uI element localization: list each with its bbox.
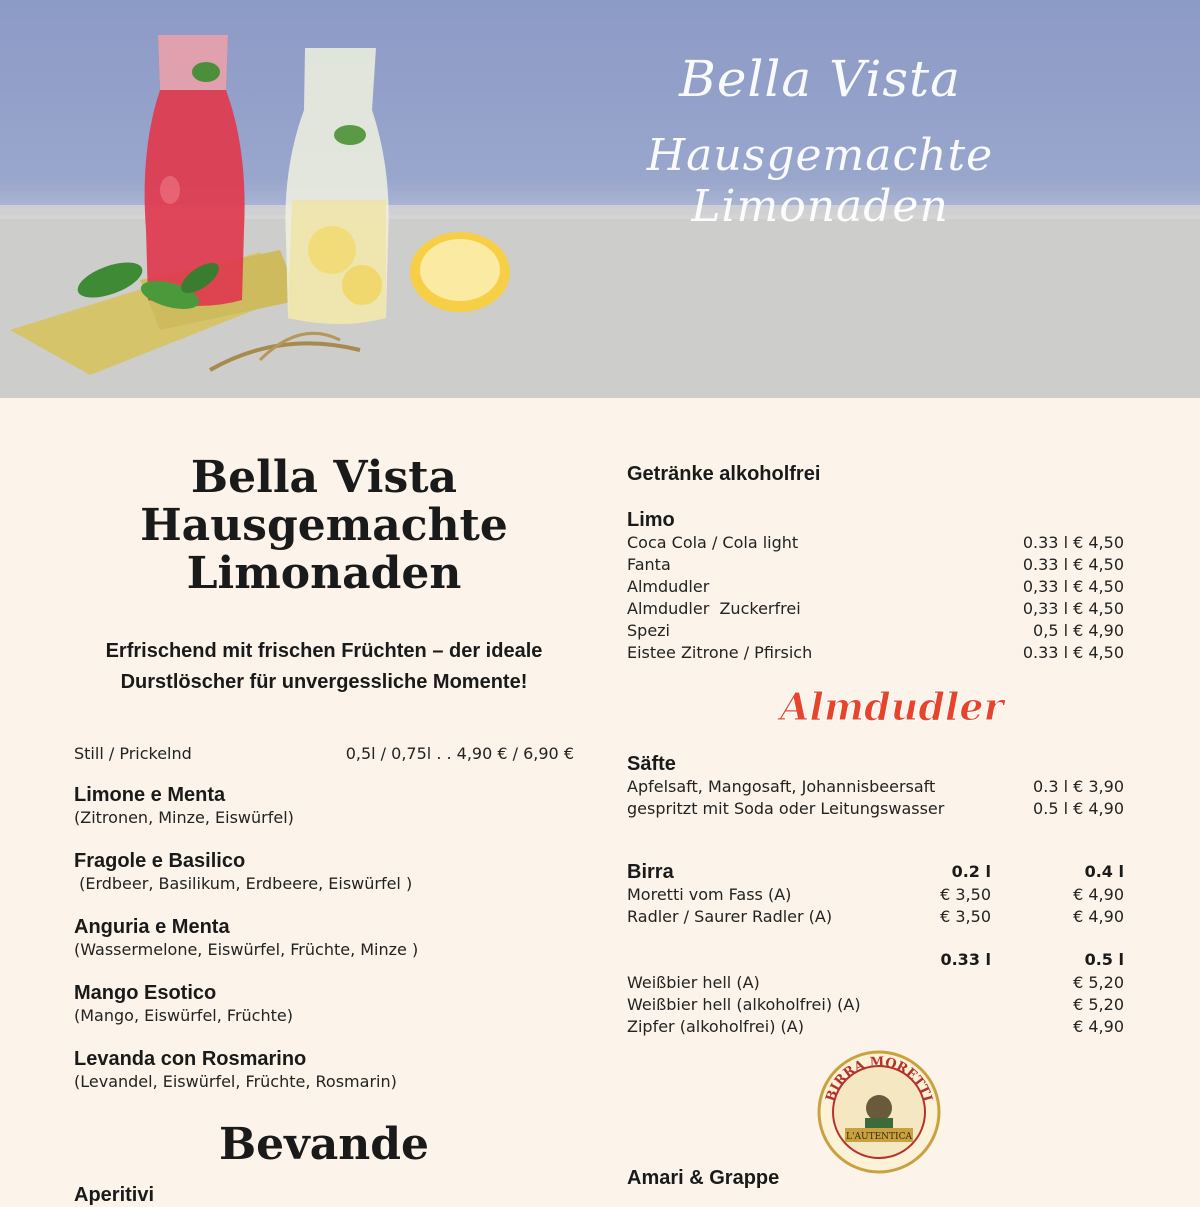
hero-script-title: Bella Vista [679,50,961,108]
page-title [74,454,574,598]
item-price: € 4,90 [1073,1017,1124,1036]
birra-group [627,860,1124,1038]
item-name: Almdudler Zuckerfrei [627,599,801,618]
item-price: 0.33 l € 4,50 [1022,533,1124,552]
item-name: Almdudler [627,577,710,596]
menu-row [627,554,1124,576]
drink-name: Anguria e Menta [74,916,230,938]
drink-item [74,981,574,1027]
moretti-banner-text: L'AUTENTICA [846,1132,912,1142]
drink-item [74,849,574,895]
title-line: Hausgemachte [140,500,508,551]
birra-header [627,860,1124,884]
item-price: 0,5 l € 4,90 [1033,621,1124,640]
menu-row [627,576,1124,598]
item-price: € 3,50 [940,907,991,926]
size-column: 0.2 l [951,862,991,881]
menu-row [627,598,1124,620]
item-name: Zipfer (alkoholfrei) (A) [627,1017,804,1036]
menu-row [627,884,1124,906]
item-name: Apfelsaft, Mangosaft, Johannisbeersaft [627,777,936,796]
saefte-heading: Säfte [627,753,676,775]
drinks-section [627,462,1124,1038]
price-label: Still / Prickelnd [74,744,192,763]
menu-row [627,994,1124,1016]
item-price [881,1016,991,1038]
drink-name: Mango Esotico [74,982,217,1004]
tagline-line: Durstlöscher für unvergessliche Momente! [120,671,528,693]
item-price: € 4,90 [1073,907,1124,926]
item-name: Weißbier hell (alkoholfrei) (A) [627,995,861,1014]
drink-description: (Levandel, Eiswürfel, Früchte, Rosmarin) [74,1072,397,1091]
moretti-logo-text: BIRRA MORETTI [823,1054,935,1104]
drink-name: Levanda con Rosmarino [74,1048,307,1070]
birra-moretti-logo [817,1050,941,1174]
aperitivi-heading: Aperitivi [74,1184,155,1206]
drink-description: (Wassermelone, Eiswürfel, Früchte, Minze ) [74,940,419,959]
lemonade-section [74,440,574,1207]
almdudler-logo [776,680,1004,732]
bevande-heading: Bevande [218,1119,429,1170]
limo-group [627,508,1124,664]
menu-row [627,1016,1124,1038]
price-value: 0,5l / 0,75l . . 4,90 € / 6,90 € [345,744,574,763]
menu-row [627,642,1124,664]
menu-row [627,798,1124,820]
drink-description: (Mango, Eiswürfel, Früchte) [74,1006,293,1025]
item-price [881,972,991,994]
item-price: 0.3 l € 3,90 [1033,777,1124,796]
menu-row [627,906,1124,928]
hero-script-subtitle: Hausgemachte Limonaden [646,130,994,232]
tagline [74,636,574,698]
item-price: 0.33 l € 4,50 [1022,555,1124,574]
drink-name: Limone e Menta [74,784,226,806]
section-heading: Getränke alkoholfrei [627,463,821,485]
menu-row [627,532,1124,554]
almdudler-logo-text: Almdudler [780,684,1004,729]
drink-item [74,915,574,961]
drink-description: (Zitronen, Minze, Eiswürfel) [74,808,294,827]
item-name: Radler / Saurer Radler (A) [627,907,833,926]
menu-row [627,776,1124,798]
saefte-group [627,752,1124,820]
size-column: 0.33 l [940,950,991,969]
item-name: Spezi [627,621,670,640]
item-price: 0.5 l € 4,90 [1033,799,1124,818]
lemonade-price-row [74,744,574,763]
item-price: € 5,20 [1073,995,1124,1014]
item-name: Coca Cola / Cola light [627,533,799,552]
item-price: € 5,20 [1073,973,1124,992]
item-price: 0,33 l € 4,50 [1022,577,1124,596]
drink-description: (Erdbeer, Basilikum, Erdbeere, Eiswürfel ) [74,874,413,893]
item-price: € 4,90 [1073,885,1124,904]
drink-item [74,1047,574,1093]
item-name: Moretti vom Fass (A) [627,885,792,904]
amari-heading: Amari & Grappe [627,1167,780,1189]
item-price: € 3,50 [940,885,991,904]
size-column: 0.5 l [1084,950,1124,969]
menu-row [627,620,1124,642]
drink-item [74,783,574,829]
drink-name: Fragole e Basilico [74,850,246,872]
tagline-line: Erfrischend mit frischen Früchten – der ideale [105,640,543,662]
item-price: 0,33 l € 4,50 [1022,599,1124,618]
item-price [881,994,991,1016]
hero-banner [0,0,1200,398]
title-line: Limonaden [186,548,462,599]
item-name: Eistee Zitrone / Pfirsich [627,643,813,662]
item-name: Fanta [627,555,671,574]
size-column: 0.4 l [1084,862,1124,881]
birra-header [627,948,1124,972]
item-price: 0.33 l € 4,50 [1022,643,1124,662]
title-line: Bella Vista [190,452,458,503]
item-name: Weißbier hell (A) [627,973,760,992]
birra-heading: Birra [627,861,674,883]
menu-row [627,972,1124,994]
limo-heading: Limo [627,509,675,531]
item-name: gespritzt mit Soda oder Leitungswasser [627,799,945,818]
